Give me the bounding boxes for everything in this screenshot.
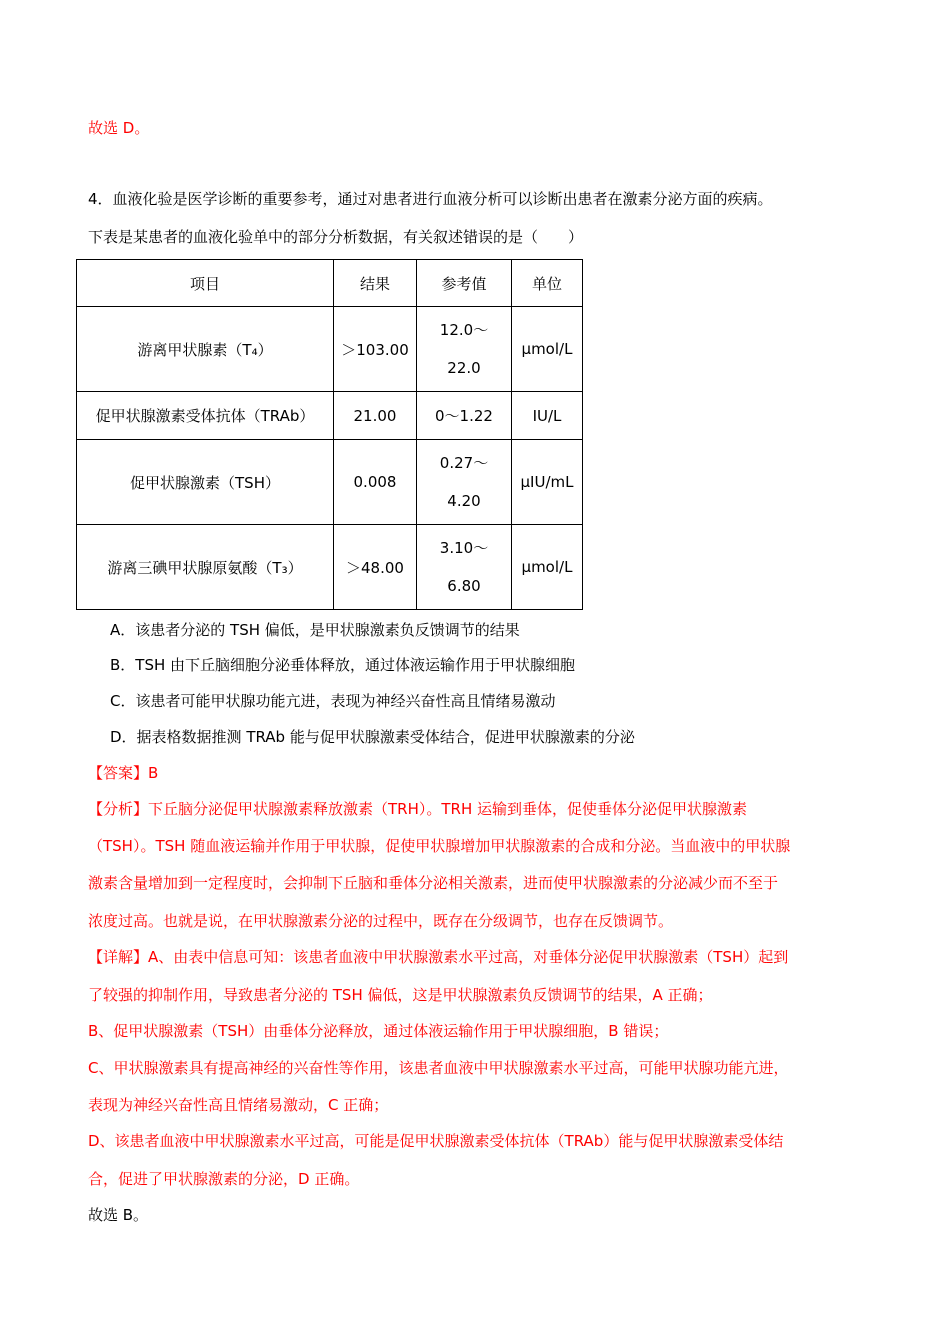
- cell-reference: [417, 440, 512, 525]
- cell-reference: [417, 307, 512, 392]
- reference-top: 0.27～: [439, 454, 489, 472]
- header-result: 结果: [334, 260, 417, 307]
- cell-item: 促甲状腺激素受体抗体（TRAb）: [77, 392, 334, 440]
- detail-line: 合，促进了甲状腺激素的分泌，D 正确。: [88, 1170, 360, 1188]
- cell-result: 21.00: [334, 392, 417, 440]
- cell-unit: IU/L: [512, 392, 583, 440]
- cell-item: 促甲状腺激素（TSH）: [77, 440, 334, 525]
- analysis-line: 浓度过高。也就是说，在甲状腺激素分泌的过程中，既存在分级调节，也存在反馈调节。: [88, 912, 674, 930]
- reference-top: 12.0～: [439, 321, 489, 339]
- reference-bottom: 22.0: [447, 359, 481, 377]
- option-c: C．该患者可能甲状腺功能亢进，表现为神经兴奋性高且情绪易激动: [110, 692, 556, 710]
- cell-unit: μIU/mL: [512, 440, 583, 525]
- table-row: [77, 307, 583, 392]
- cell-result: ＞48.00: [334, 525, 417, 610]
- header-item: 项目: [77, 260, 334, 307]
- detail-line: 了较强的抑制作用，导致患者分泌的 TSH 偏低，这是甲状腺激素负反馈调节的结果，A 正确；: [88, 986, 713, 1004]
- header-unit: 单位: [512, 260, 583, 307]
- option-d: D．据表格数据推测 TRAb 能与促甲状腺激素受体结合，促进甲状腺激素的分泌: [110, 728, 635, 746]
- blood-test-table: [76, 259, 583, 610]
- cell-reference: [417, 525, 512, 610]
- option-b: B．TSH 由下丘脑细胞分泌垂体释放，通过体液运输作用于甲状腺细胞: [110, 656, 576, 674]
- cell-result: ＞103.00: [334, 307, 417, 392]
- question-line-2: 下表是某患者的血液化验单中的部分分析数据，有关叙述错误的是（ ）: [88, 228, 584, 246]
- reference-bottom: 6.80: [447, 577, 481, 595]
- cell-item: 游离三碘甲状腺原氨酸（T₃）: [77, 525, 334, 610]
- detail-line: C、甲状腺激素具有提高神经的兴奋性等作用，该患者血液中甲状腺激素水平过高，可能甲状腺功能亢进，: [88, 1059, 789, 1077]
- final-conclusion: 故选 B。: [88, 1206, 149, 1224]
- detail-line: D、该患者血液中甲状腺激素水平过高，可能是促甲状腺激素受体抗体（TRAb）能与促甲状腺激素受体结: [88, 1132, 784, 1150]
- option-a: A．该患者分泌的 TSH 偏低，是甲状腺激素负反馈调节的结果: [110, 621, 520, 639]
- cell-result: 0.008: [334, 440, 417, 525]
- table-row: [77, 392, 583, 440]
- answer-line: 【答案】B: [88, 764, 159, 782]
- header-reference: 参考值: [417, 260, 512, 307]
- cell-reference: 0～1.22: [417, 392, 512, 440]
- detail-line: B、促甲状腺激素（TSH）由垂体分泌释放，通过体液运输作用于甲状腺细胞，B 错误；: [88, 1022, 669, 1040]
- reference-top: 3.10～: [439, 539, 489, 557]
- previous-conclusion: 故选 D。: [88, 119, 150, 137]
- analysis-line: 【分析】下丘脑分泌促甲状腺激素释放激素（TRH）。TRH 运输到垂体，促使垂体分泌促甲状腺激素: [88, 800, 748, 818]
- analysis-line: 激素含量增加到一定程度时，会抑制下丘脑和垂体分泌相关激素，进而使甲状腺激素的分泌减少而不至于: [88, 874, 779, 892]
- cell-unit: μmol/L: [512, 525, 583, 610]
- question-line-1: 4．血液化验是医学诊断的重要参考，通过对患者进行血液分析可以诊断出患者在激素分泌方面的疾病。: [88, 190, 773, 208]
- detail-line: 表现为神经兴奋性高且情绪易激动，C 正确；: [88, 1096, 389, 1114]
- detail-line: 【详解】A、由表中信息可知：该患者血液中甲状腺激素水平过高，对垂体分泌促甲状腺激素（TSH）起到: [88, 948, 789, 966]
- table-row: [77, 440, 583, 525]
- cell-unit: μmol/L: [512, 307, 583, 392]
- reference-bottom: 4.20: [447, 492, 481, 510]
- table-row: [77, 525, 583, 610]
- analysis-line: （TSH）。TSH 随血液运输并作用于甲状腺，促使甲状腺增加甲状腺激素的合成和分泌。当血液中的甲状腺: [88, 837, 791, 855]
- table-header-row: [77, 260, 583, 307]
- cell-item: 游离甲状腺素（T₄）: [77, 307, 334, 392]
